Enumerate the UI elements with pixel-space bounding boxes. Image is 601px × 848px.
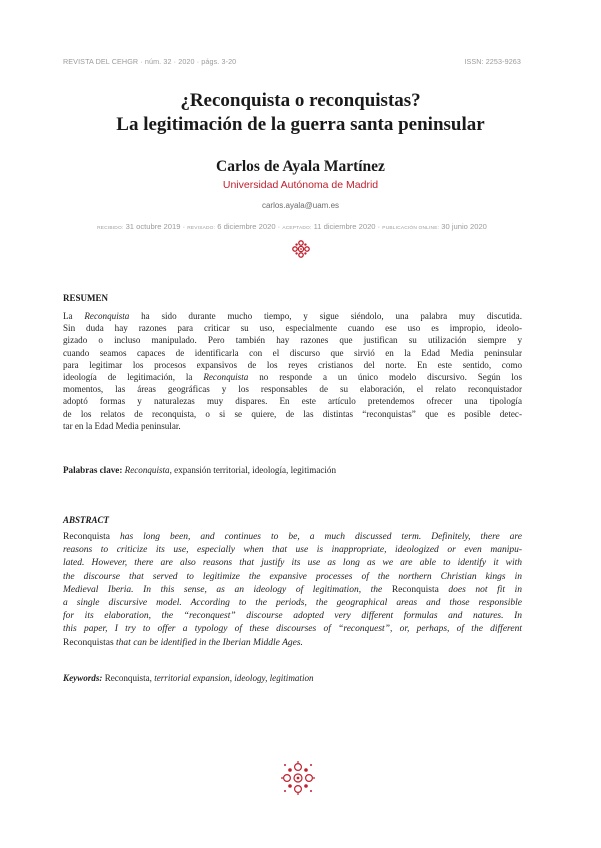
palabras-clave-label: Palabras clave: bbox=[63, 465, 123, 475]
revised-label: REVISADO: bbox=[187, 226, 216, 231]
author-email[interactable]: carlos.ayala@uam.es bbox=[261, 201, 340, 210]
keywords: Keywords: Reconquista, territorial expansion, ideology, legitimation bbox=[63, 673, 314, 683]
journal-header bbox=[63, 57, 521, 69]
online-label: PUBLICACIÓN ONLINE: bbox=[382, 226, 440, 231]
received-label: RECIBIDO: bbox=[97, 226, 124, 231]
resumen-heading: RESUMEN bbox=[63, 293, 109, 303]
article-title bbox=[40, 89, 561, 137]
issn: ISSN: 2253-9263 bbox=[464, 57, 521, 66]
accepted-date: 11 diciembre 2020 bbox=[313, 222, 376, 231]
resumen-text: La Reconquista ha sido durante mucho tiempo, y sigue siéndolo, una palabra muy discutida. Sin duda hay razones para criticar su uso, especialmente cuando ese uso es impropio, ideolo- gizado o incluso manipulado. Pero también hay razones que justifican su utilización siempre y cuando seamos capaces de identificarla con el discurso que sirvió en la Edad Media peninsular para legitimar los procesos expansivos de los reyes cristianos del norte. En este sentido, como ideología de legitimación, la Reconquista no responde a un único modelo discursivo. Según los momentos, las áreas geográficas y los responsables de su elaboración, el relato reconquistador adoptó formas y naturalezas muy dispares. En este artículo pretendemos ofrecer una tipología de los relatos de reconquista, o si se quiere, de las distintas “reconquistas” que es posible detec- tar en la Edad Media peninsular. bbox=[63, 311, 522, 431]
author-name: Carlos de Ayala Martínez bbox=[216, 158, 385, 175]
author-affiliation: Universidad Autónoma de Madrid bbox=[222, 179, 379, 191]
keywords-label: Keywords: bbox=[63, 673, 103, 683]
floral-ornament-icon bbox=[278, 758, 318, 798]
publication-dates: RECIBIDO: 31 octubre 2019 · REVISADO: 6 diciembre 2020 · ACEPTADO: 11 diciembre 2020 · PUBLICACIÓN ONLINE: 30 junio 2020 bbox=[97, 222, 487, 231]
accepted-label: ACEPTADO: bbox=[282, 226, 312, 231]
title-line-1: ¿Reconquista o reconquistas? bbox=[180, 90, 421, 111]
title-line-2: La legitimación de la guerra santa peninsular bbox=[116, 114, 485, 135]
online-date: 30 junio 2020 bbox=[441, 222, 487, 231]
floral-rosette-icon bbox=[290, 238, 312, 260]
journal-citation: REVISTA DEL CEHGR · núm. 32 · 2020 · págs. 3-20 bbox=[63, 57, 237, 66]
revised-date: 6 diciembre 2020 bbox=[217, 222, 276, 231]
abstract-text: Reconquista has long been, and continues to be, a much discussed term. Definitely, there are reasons to criticize its use, especially when that use is inappropriate, ideologized or even manipu- lated. However, there are also reasons that justify its use as long as we are able to identify it with the discourse that served to legitimize the expansive processes of the northern Christian kings in Medieval Iberia. In this sense, as an ideology of legitimation, the Reconquista does not fit in a single discursive model. According to the periods, the geographical areas and those responsible for its elaboration, the “reconquest” discourse adopted very different formulas and natures. In this paper, I try to offer a typology of these discourses of “reconquest”, or, perhaps, of the different Reconquistas that can be identified in the Iberian Middle Ages. bbox=[63, 532, 522, 648]
abstract-heading: ABSTRACT bbox=[63, 515, 110, 525]
received-date: 31 octubre 2019 bbox=[125, 222, 181, 231]
palabras-clave: Palabras clave: Reconquista, expansión territorial, ideología, legitimación bbox=[63, 465, 337, 475]
